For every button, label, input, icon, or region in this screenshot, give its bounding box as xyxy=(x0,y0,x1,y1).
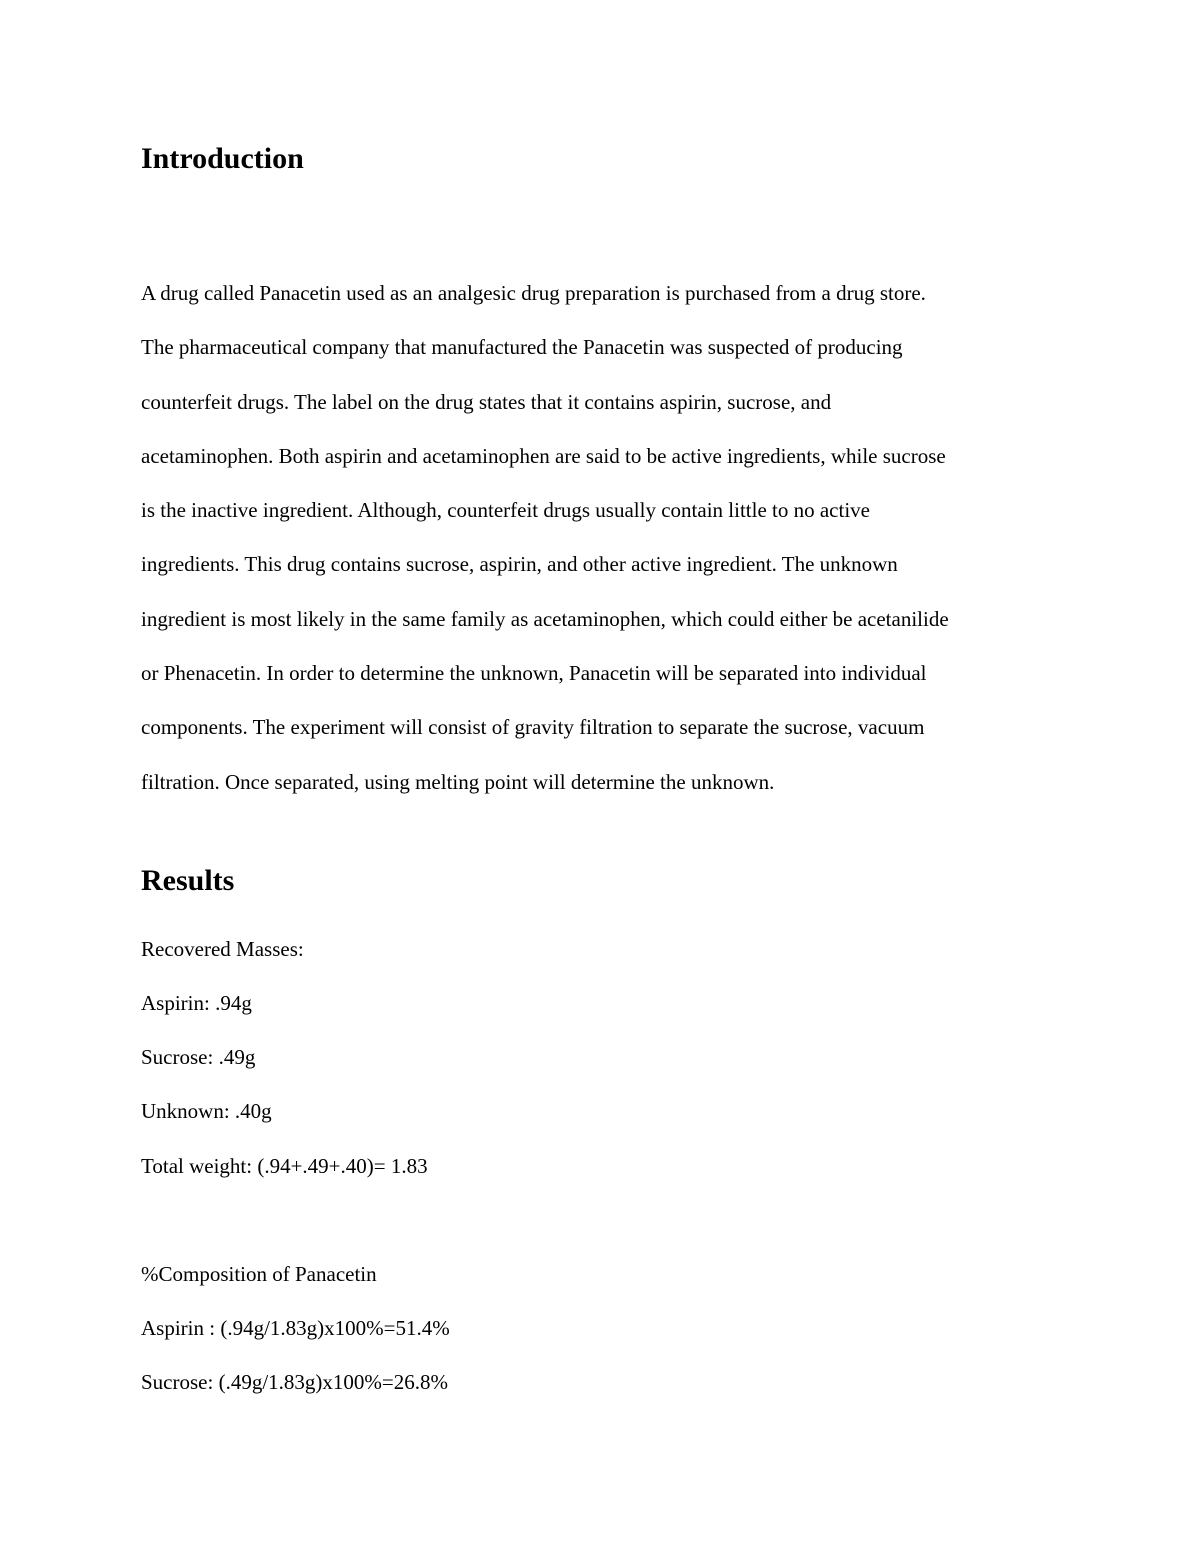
paragraph-line: A drug called Panacetin used as an analgesic drug preparation is purchased from a drug store. xyxy=(141,281,926,305)
paragraph-line: counterfeit drugs. The label on the drug states that it contains aspirin, sucrose, and xyxy=(141,389,832,414)
paragraph-line: is the inactive ingredient. Although, counterfeit drugs usually contain little to no active xyxy=(141,498,870,523)
recovered-masses-label: Recovered Masses: xyxy=(141,937,304,961)
mass-sucrose: Sucrose: .49g xyxy=(141,1045,256,1069)
total-weight: Total weight: (.94+.49+.40)= 1.83 xyxy=(141,1154,428,1178)
paragraph-line: filtration. Once separated, using melting point will determine the unknown. xyxy=(141,769,775,794)
paragraph-line: or Phenacetin. In order to determine the unknown, Panacetin will be separated into individual xyxy=(141,661,927,686)
paragraph-line: acetaminophen. Both aspirin and acetaminophen are said to be active ingredients, while sucrose xyxy=(141,443,946,468)
paragraph-line: ingredient is most likely in the same family as acetaminophen, which could either be acetanilide xyxy=(141,606,949,631)
introduction-paragraph xyxy=(141,266,1061,809)
paragraph-line: ingredients. This drug contains sucrose, aspirin, and other active ingredient. The unknown xyxy=(141,552,898,577)
mass-aspirin: Aspirin: .94g xyxy=(141,991,252,1015)
composition-sucrose: Sucrose: (.49g/1.83g)x100%=26.8% xyxy=(141,1370,448,1394)
paragraph-line: components. The experiment will consist of gravity filtration to separate the sucrose, vacuum xyxy=(141,715,925,740)
composition-aspirin: Aspirin : (.94g/1.83g)x100%=51.4% xyxy=(141,1316,450,1340)
composition-label: %Composition of Panacetin xyxy=(141,1262,377,1286)
results-heading: Results xyxy=(141,864,235,897)
introduction-heading: Introduction xyxy=(141,142,304,175)
mass-unknown: Unknown: .40g xyxy=(141,1099,272,1123)
paragraph-line: The pharmaceutical company that manufactured the Panacetin was suspected of producing xyxy=(141,335,903,360)
